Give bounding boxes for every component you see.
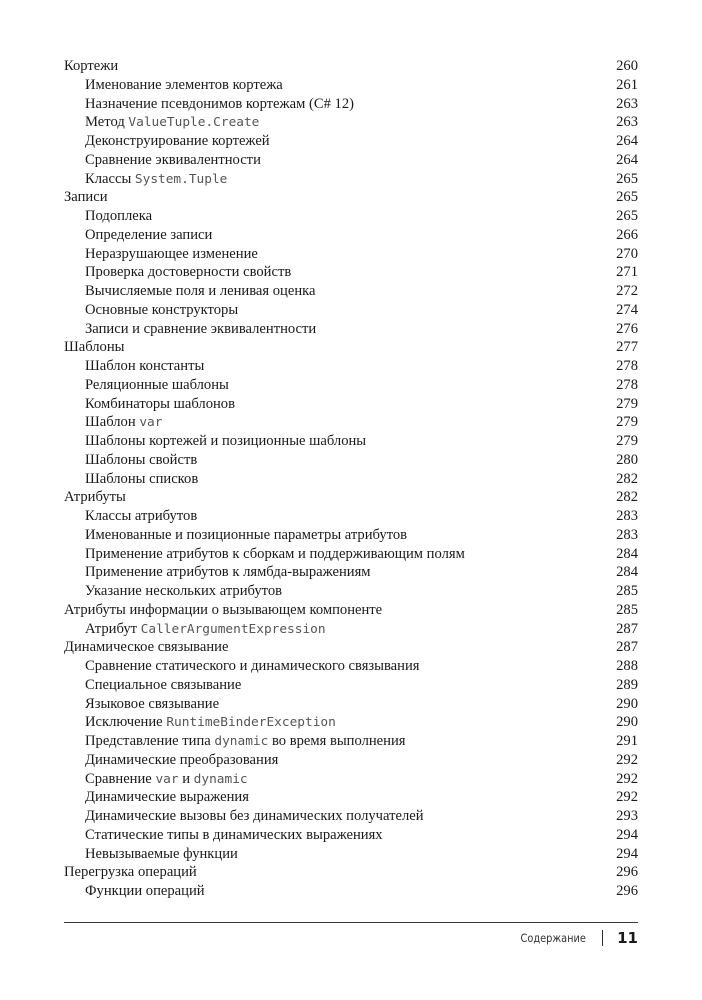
toc-entry-text: Сравнение статического и динамического связывания bbox=[85, 658, 420, 674]
toc-entry-page: 261 bbox=[616, 76, 638, 93]
toc-entry-text: Атрибут bbox=[85, 620, 141, 637]
toc-entry-text: во время выполнения bbox=[268, 733, 406, 749]
toc-subsection-entry bbox=[64, 451, 638, 470]
toc-subsection-entry bbox=[64, 132, 638, 151]
toc-subsection-entry bbox=[64, 732, 638, 751]
toc-entry-title bbox=[64, 170, 638, 190]
toc-section-entry bbox=[64, 601, 638, 620]
toc-entry-page: 266 bbox=[616, 226, 638, 243]
toc-entry-text: Именованные и позиционные параметры атрибутов bbox=[85, 526, 408, 543]
toc-entry-page: 282 bbox=[616, 470, 638, 487]
toc-entry-text: Статические типы в динамических выражениях bbox=[85, 826, 383, 843]
toc-entry-title bbox=[64, 526, 638, 545]
toc-entry-page: 294 bbox=[616, 845, 638, 862]
toc-entry-text: Динамические выражения bbox=[85, 789, 249, 806]
toc-subsection-entry bbox=[64, 301, 638, 320]
toc-subsection-entry bbox=[64, 113, 638, 132]
toc-entry-text: Записи bbox=[64, 189, 108, 206]
toc-entry-title bbox=[64, 826, 638, 845]
toc-entry-page: 278 bbox=[616, 376, 638, 393]
toc-entry-page: 279 bbox=[616, 395, 638, 412]
toc-entry-page: 278 bbox=[616, 358, 638, 374]
toc-entry-page: 296 bbox=[616, 864, 638, 881]
toc-subsection-entry bbox=[64, 563, 638, 582]
toc-entry-page: 272 bbox=[616, 283, 638, 299]
toc-subsection-entry bbox=[64, 413, 638, 432]
toc-subsection-entry bbox=[64, 432, 638, 451]
toc-entry-page: 292 bbox=[616, 751, 638, 768]
toc-entry-title bbox=[64, 470, 638, 489]
toc-entry-title bbox=[64, 95, 638, 114]
toc-entry-page: 296 bbox=[616, 883, 638, 899]
toc-entry-title bbox=[64, 245, 638, 264]
toc-entry-text: Языковое связывание bbox=[85, 695, 220, 712]
toc-entry-title bbox=[64, 57, 638, 76]
toc-entry-title bbox=[64, 882, 638, 901]
toc-subsection-entry bbox=[64, 245, 638, 264]
toc-section-entry bbox=[64, 863, 638, 882]
toc-section-entry bbox=[64, 338, 638, 357]
toc-entry-page: 284 bbox=[616, 545, 638, 562]
toc-entry-page: 277 bbox=[616, 339, 638, 356]
toc-entry-text: Основные конструкторы bbox=[85, 301, 239, 318]
toc-entry-title bbox=[64, 620, 638, 640]
toc-entry-text: Динамические преобразования bbox=[85, 751, 279, 768]
toc-subsection-entry bbox=[64, 470, 638, 489]
toc-entry-page: 265 bbox=[616, 170, 638, 187]
toc-entry-title bbox=[64, 638, 638, 657]
toc-subsection-entry bbox=[64, 676, 638, 695]
toc-entry-page: 264 bbox=[616, 133, 638, 149]
toc-entry-text: Деконструирование кортежей bbox=[85, 133, 270, 149]
toc-entry-title bbox=[64, 845, 638, 864]
toc-entry-text: Шаблоны кортежей и позиционные шаблоны bbox=[85, 433, 367, 449]
toc-subsection-entry bbox=[64, 95, 638, 114]
toc-entry-page: 290 bbox=[616, 714, 638, 731]
toc-entry-title bbox=[64, 601, 638, 620]
toc-entry-page: 294 bbox=[616, 826, 638, 843]
toc-entry-page: 274 bbox=[616, 301, 638, 318]
toc-entry-title bbox=[64, 770, 638, 790]
toc-section-entry bbox=[64, 488, 638, 507]
page-number: 11 bbox=[617, 929, 638, 947]
toc-entry-text: Комбинаторы шаблонов bbox=[85, 395, 235, 412]
toc-entry-text: и bbox=[178, 770, 194, 787]
toc-entry-text: Специальное связывание bbox=[85, 676, 242, 693]
toc-entry-code: var bbox=[139, 415, 163, 431]
toc-subsection-entry bbox=[64, 151, 638, 170]
toc-entry-text: Метод bbox=[85, 114, 129, 131]
toc-entry-page: 263 bbox=[616, 114, 638, 131]
toc-entry-title bbox=[64, 76, 638, 95]
page-footer bbox=[509, 928, 638, 948]
toc-entry-text: Динамические вызовы без динамических получателей bbox=[85, 808, 424, 824]
toc-entry-text: Применение атрибутов к лямбда-выражениям bbox=[85, 564, 371, 581]
toc-entry-text: Применение атрибутов к сборкам и поддерживающим полям bbox=[85, 545, 465, 562]
toc-entry-page: 293 bbox=[616, 808, 638, 824]
toc-entry-code: dynamic bbox=[214, 734, 269, 749]
toc-entry-code: var bbox=[155, 771, 179, 787]
toc-entry-page: 289 bbox=[616, 676, 638, 693]
toc-entry-title bbox=[64, 451, 638, 470]
toc-entry-text: Именование элементов кортежа bbox=[85, 76, 283, 93]
toc-entry-text: Назначение псевдонимов кортежам (C# 12) bbox=[85, 95, 354, 112]
toc-entry-page: 276 bbox=[616, 320, 638, 337]
toc-subsection-entry bbox=[64, 657, 638, 676]
toc-subsection-entry bbox=[64, 207, 638, 226]
toc-section-entry bbox=[64, 638, 638, 657]
toc-entry-title bbox=[64, 676, 638, 695]
toc-entry-text: Определение записи bbox=[85, 226, 213, 243]
toc-entry-text: Реляционные шаблоны bbox=[85, 376, 229, 393]
toc-entry-title bbox=[64, 788, 638, 807]
toc-entry-text: Вычисляемые поля и ленивая оценка bbox=[85, 283, 316, 299]
toc-subsection-entry bbox=[64, 751, 638, 770]
toc-entry-text: Динамическое связывание bbox=[64, 639, 229, 656]
toc-entry-title bbox=[64, 357, 638, 376]
toc-entry-title bbox=[64, 413, 638, 433]
toc-entry-title bbox=[64, 207, 638, 226]
footer-separator bbox=[602, 930, 604, 946]
toc-entry-text: Шаблоны свойств bbox=[85, 451, 198, 468]
toc-entry-title bbox=[64, 320, 638, 339]
toc-subsection-entry bbox=[64, 263, 638, 282]
toc-entry-page: 292 bbox=[616, 770, 638, 787]
toc-entry-page: 260 bbox=[616, 58, 638, 74]
toc-entry-title bbox=[64, 657, 638, 676]
toc-subsection-entry bbox=[64, 320, 638, 339]
toc-entry-page: 279 bbox=[616, 414, 638, 431]
toc-entry-page: 283 bbox=[616, 526, 638, 543]
toc-entry-title bbox=[64, 282, 638, 301]
toc-entry-title bbox=[64, 507, 638, 526]
toc-subsection-entry bbox=[64, 545, 638, 564]
toc-entry-title bbox=[64, 301, 638, 320]
toc-entry-page: 265 bbox=[616, 208, 638, 224]
toc-entry-title bbox=[64, 151, 638, 170]
toc-entry-text: Шаблоны bbox=[64, 339, 125, 356]
toc-entry-page: 264 bbox=[616, 151, 638, 168]
toc-subsection-entry bbox=[64, 788, 638, 807]
toc-entry-code: ValueTuple.Create bbox=[128, 115, 260, 131]
toc-entry-text: Классы атрибутов bbox=[85, 508, 198, 524]
toc-entry-code: CallerArgumentExpression bbox=[140, 621, 326, 637]
toc-entry-page: 292 bbox=[616, 789, 638, 806]
toc-entry-text: Невызываемые функции bbox=[85, 845, 238, 862]
table-of-contents bbox=[64, 57, 638, 901]
toc-entry-page: 287 bbox=[616, 620, 638, 637]
toc-entry-title bbox=[64, 113, 638, 133]
toc-entry-text: Подоплека bbox=[85, 208, 153, 224]
toc-subsection-entry bbox=[64, 713, 638, 732]
toc-entry-page: 290 bbox=[616, 695, 638, 712]
toc-entry-text: Исключение bbox=[85, 714, 167, 731]
toc-entry-text: Шаблон константы bbox=[85, 358, 205, 374]
toc-subsection-entry bbox=[64, 357, 638, 376]
toc-entry-title bbox=[64, 395, 638, 414]
toc-entry-text: Шаблоны списков bbox=[85, 470, 199, 487]
toc-entry-page: 271 bbox=[616, 264, 638, 281]
toc-subsection-entry bbox=[64, 170, 638, 189]
toc-entry-title bbox=[64, 863, 638, 882]
toc-entry-text: Атрибуты bbox=[64, 489, 126, 506]
toc-entry-text: Перегрузка операций bbox=[64, 864, 197, 881]
toc-entry-title bbox=[64, 563, 638, 582]
toc-subsection-entry bbox=[64, 826, 638, 845]
toc-entry-page: 291 bbox=[616, 733, 638, 749]
toc-entry-title bbox=[64, 807, 638, 826]
toc-entry-text: Записи и сравнение эквивалентности bbox=[85, 320, 317, 337]
toc-entry-title bbox=[64, 582, 638, 601]
toc-entry-text: Функции операций bbox=[85, 883, 205, 899]
toc-entry-page: 283 bbox=[616, 508, 638, 524]
toc-entry-code: dynamic bbox=[193, 771, 248, 787]
toc-subsection-entry bbox=[64, 582, 638, 601]
toc-entry-title bbox=[64, 338, 638, 357]
toc-entry-page: 263 bbox=[616, 95, 638, 112]
toc-entry-text: Шаблон bbox=[85, 414, 140, 431]
toc-subsection-entry bbox=[64, 76, 638, 95]
toc-entry-page: 285 bbox=[616, 583, 638, 599]
toc-entry-title bbox=[64, 132, 638, 151]
toc-entry-page: 287 bbox=[616, 639, 638, 656]
toc-entry-title bbox=[64, 226, 638, 245]
toc-entry-title bbox=[64, 545, 638, 564]
toc-entry-code: RuntimeBinderException bbox=[166, 715, 336, 731]
toc-subsection-entry bbox=[64, 882, 638, 901]
toc-entry-page: 285 bbox=[616, 601, 638, 618]
toc-subsection-entry bbox=[64, 620, 638, 639]
toc-entry-title bbox=[64, 713, 638, 733]
toc-subsection-entry bbox=[64, 395, 638, 414]
toc-entry-title bbox=[64, 488, 638, 507]
toc-entry-text: Представление типа bbox=[85, 733, 215, 749]
toc-entry-code: System.Tuple bbox=[134, 171, 228, 187]
toc-subsection-entry bbox=[64, 282, 638, 301]
toc-entry-page: 282 bbox=[616, 489, 638, 506]
toc-subsection-entry bbox=[64, 526, 638, 545]
toc-subsection-entry bbox=[64, 507, 638, 526]
toc-subsection-entry bbox=[64, 770, 638, 789]
toc-entry-title bbox=[64, 732, 638, 752]
toc-subsection-entry bbox=[64, 807, 638, 826]
toc-subsection-entry bbox=[64, 845, 638, 864]
toc-entry-text: Проверка достоверности свойств bbox=[85, 264, 292, 281]
toc-entry-title bbox=[64, 376, 638, 395]
toc-entry-title bbox=[64, 695, 638, 714]
toc-section-entry bbox=[64, 57, 638, 76]
toc-entry-text: Сравнение эквивалентности bbox=[85, 151, 261, 168]
toc-section-entry bbox=[64, 188, 638, 207]
toc-subsection-entry bbox=[64, 695, 638, 714]
toc-entry-page: 265 bbox=[616, 189, 638, 206]
toc-entry-text: Неразрушающее изменение bbox=[85, 245, 258, 262]
toc-entry-title bbox=[64, 751, 638, 770]
toc-entry-page: 279 bbox=[616, 433, 638, 449]
toc-entry-title bbox=[64, 432, 638, 451]
toc-entry-page: 280 bbox=[616, 451, 638, 468]
toc-entry-text: Классы bbox=[85, 170, 135, 187]
toc-subsection-entry bbox=[64, 226, 638, 245]
toc-entry-text: Атрибуты информации о вызывающем компоненте bbox=[64, 601, 383, 618]
toc-entry-title bbox=[64, 188, 638, 207]
toc-entry-page: 270 bbox=[616, 245, 638, 262]
toc-entry-title bbox=[64, 263, 638, 282]
toc-subsection-entry bbox=[64, 376, 638, 395]
toc-entry-text: Сравнение bbox=[85, 770, 156, 787]
footer-section-title: Содержание bbox=[520, 931, 586, 945]
toc-entry-page: 284 bbox=[616, 564, 638, 581]
toc-entry-page: 288 bbox=[616, 658, 638, 674]
footer-divider bbox=[64, 922, 638, 923]
toc-entry-text: Указание нескольких атрибутов bbox=[85, 583, 283, 599]
toc-entry-text: Кортежи bbox=[64, 58, 119, 74]
